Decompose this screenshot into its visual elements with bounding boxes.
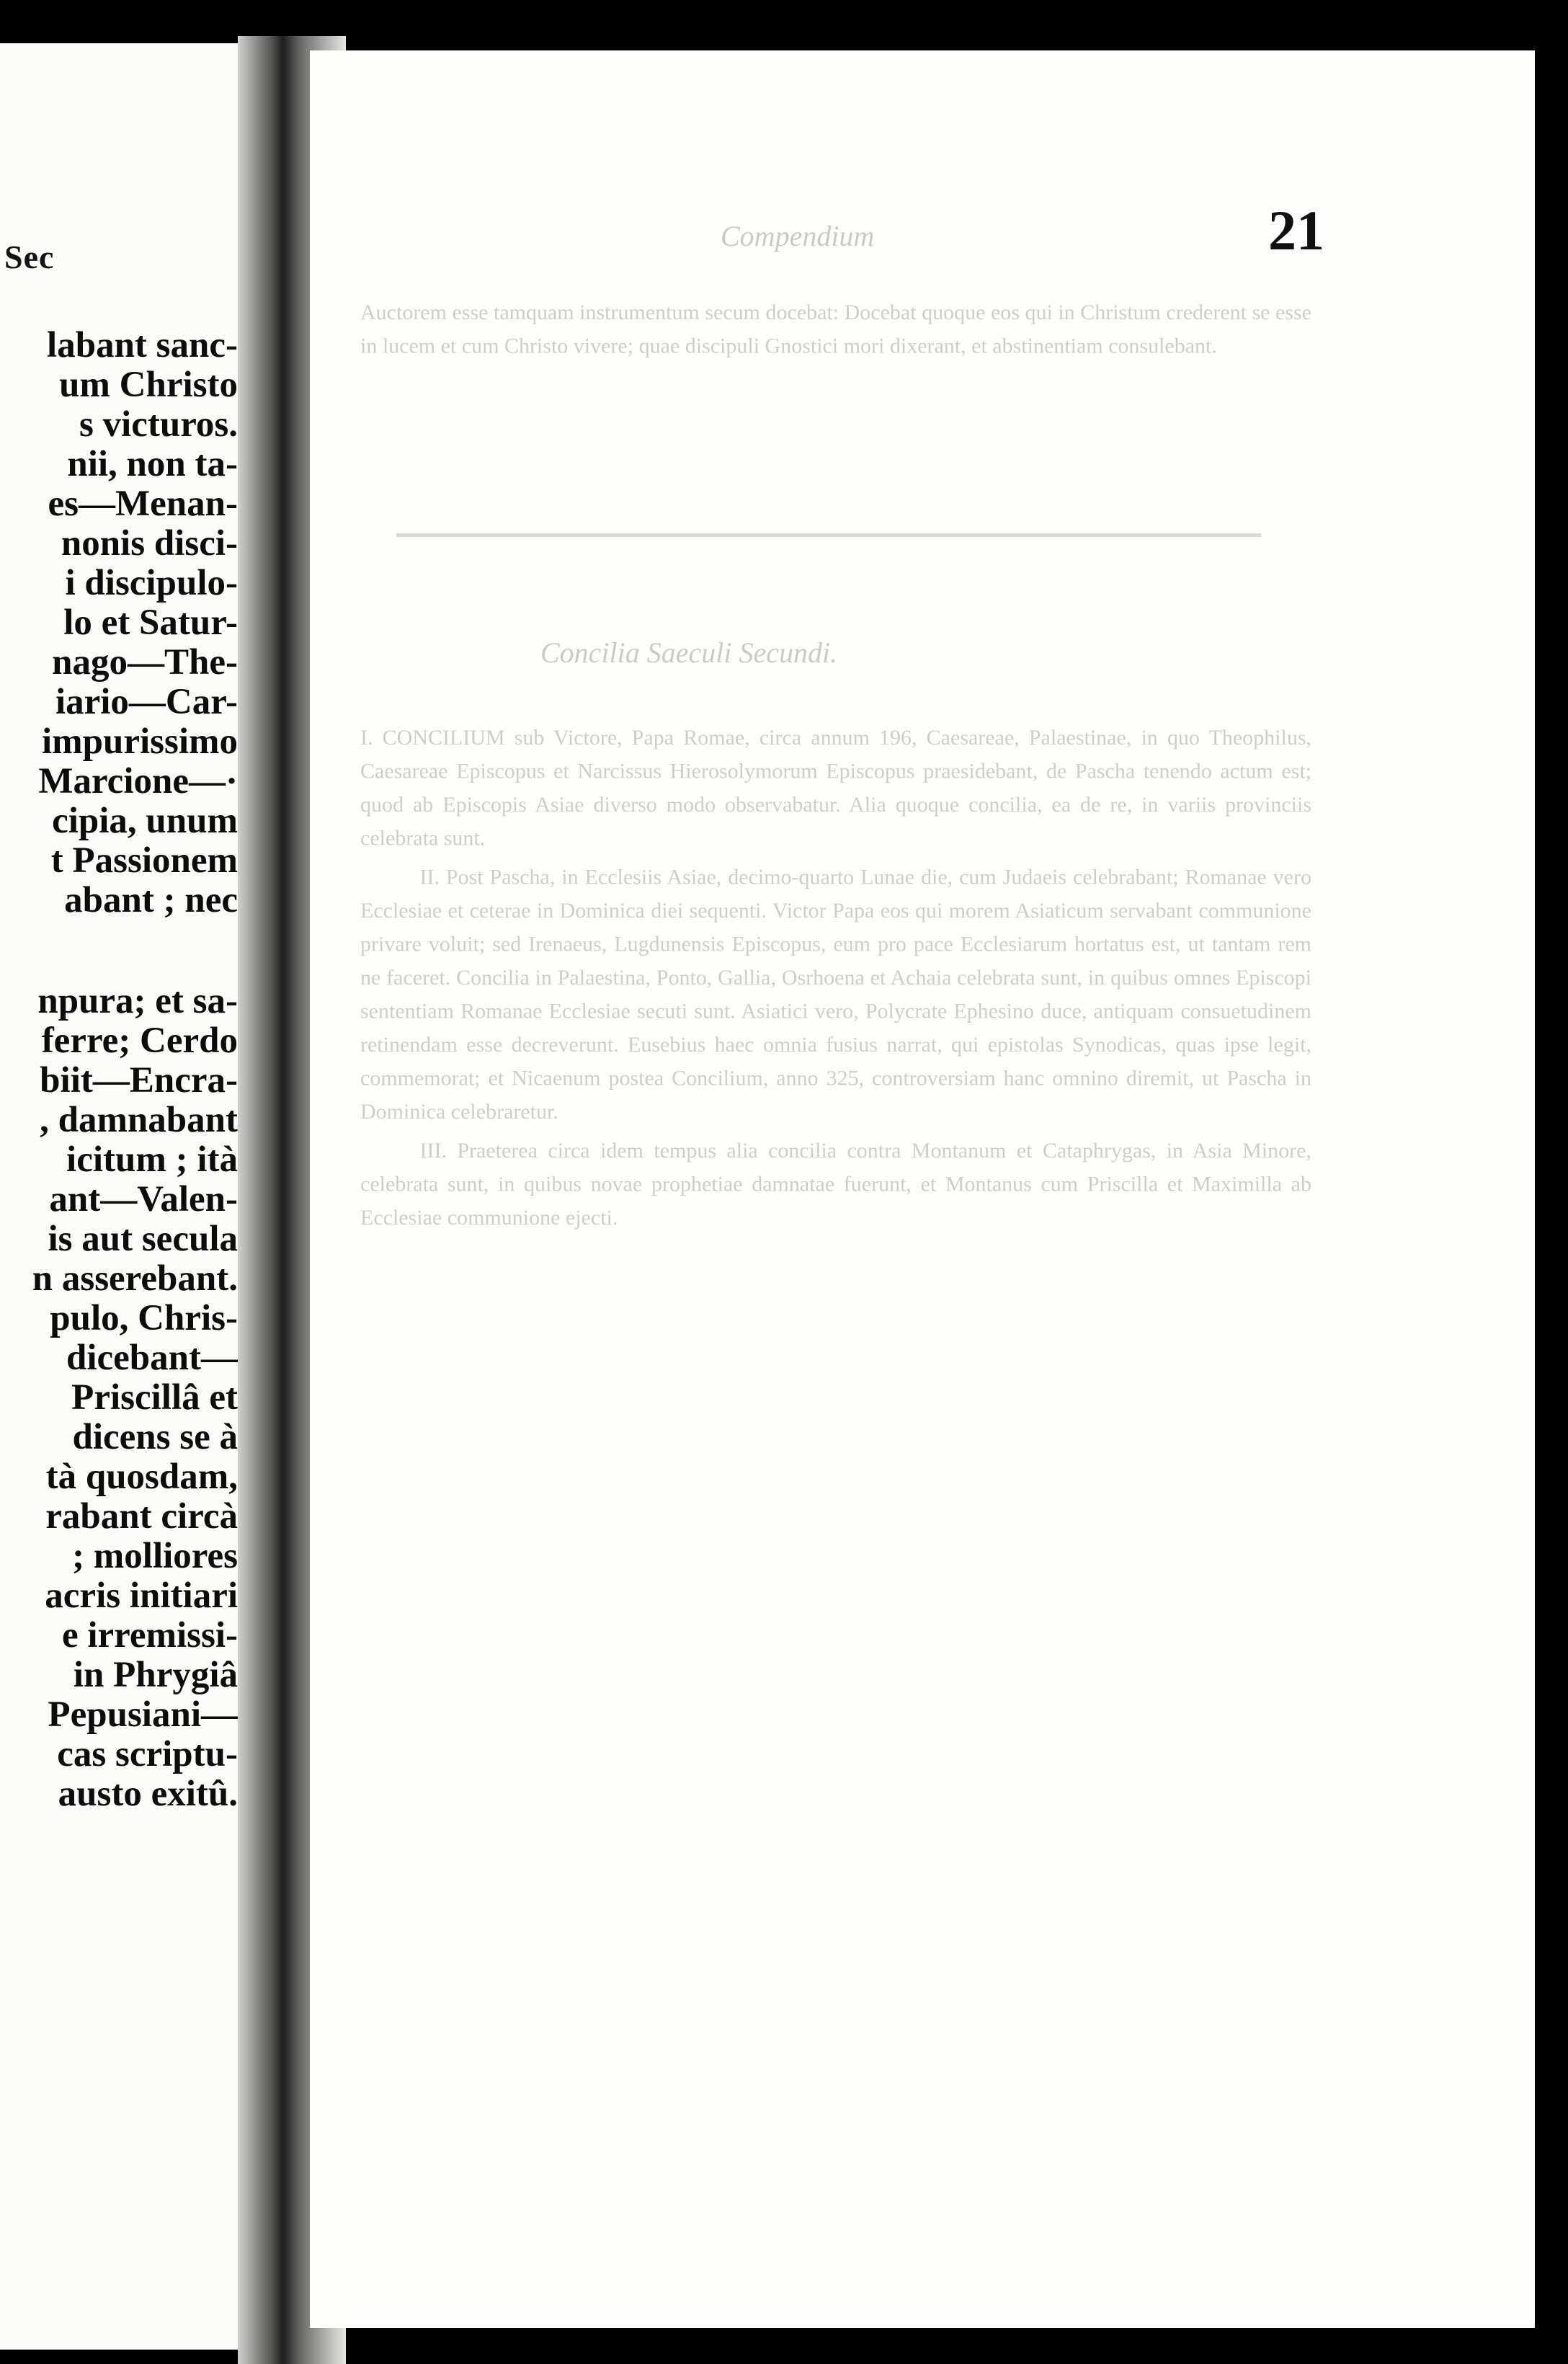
left-page-line: austo exitû. bbox=[58, 1774, 238, 1814]
paragraph-3-text: III. Praeterea circa idem tempus alia concilia contra Montanum et Cataphrygas, in Asia Minore, celebrata sunt, in quibus novae prophetiae damnatae fuerunt, et Montanus cum Priscilla et Maximilla ab Ecclesiae communione ejecti. bbox=[360, 1138, 1311, 1230]
paragraph-3 bbox=[360, 1134, 1311, 1235]
left-page-line: n asserebant. bbox=[32, 1258, 238, 1299]
left-page-line: es—Menan- bbox=[48, 484, 238, 524]
intro-paragraph: Auctorem esse tamquam instrumentum secum docebat: Docebat quoque eos qui in Christum crederent se esse in lucem et cum Christo vivere; quae discipuli Gnostici mori dixerant, et abstinentiam consulebant. bbox=[360, 300, 1311, 358]
left-page-line: dicens se à bbox=[72, 1417, 238, 1457]
left-page-line: tà quosdam, bbox=[45, 1457, 238, 1497]
left-page-line: Marcione—· bbox=[38, 761, 238, 801]
left-page-line: t Passionem bbox=[50, 840, 238, 881]
left-page-line: ; molliores bbox=[72, 1536, 238, 1576]
left-page-line: pulo, Chris- bbox=[50, 1298, 238, 1338]
left-page-line: , damnabant bbox=[40, 1100, 238, 1140]
left-page-line: rabant circà bbox=[45, 1496, 238, 1537]
section-mark: Sec bbox=[4, 239, 55, 275]
left-page-line: nonis disci- bbox=[61, 523, 238, 564]
left-page-line: is aut secula bbox=[48, 1219, 238, 1259]
left-page-line: icitum ; ità bbox=[66, 1139, 238, 1180]
left-page-line: e irremissi- bbox=[61, 1615, 238, 1656]
left-page-line: iario—Car- bbox=[55, 682, 238, 722]
left-page-line: nago—The- bbox=[52, 642, 238, 683]
right-page bbox=[310, 50, 1535, 2328]
paragraph-1-text: I. CONCILIUM sub Victore, Papa Romae, circa annum 196, Caesareae, Palaestinae, in quo Theophilus, Caesareae Episcopus et Narcissus Hierosolymorum Episcopus praesidebant, de Pascha tenendo actum est; quod ab Episcopis Asiae diverso modo observabatur. Alia quoque concilia, ea de re, in variis provinciis celebrata sunt. bbox=[360, 725, 1311, 850]
left-page-line: Pepusiani— bbox=[48, 1694, 238, 1735]
paragraph-2-text: II. Post Pascha, in Ecclesiis Asiae, decimo-quarto Lunae die, cum Judaeis celebrabant; Romanae vero Ecclesiae et ceterae in Dominica diei sequenti. Victor Papa eos qui morem Asiaticum servabant communione privare voluit; sed Irenaeus, Lugdunensis Episcopus, eum pro pace Ecclesiarum hortatus est, ut tantam rem ne faceret. Concilia in Palaestina, Ponto, Gallia, Osrhoena et Achaia celebrata sunt, in quibus omnes Episcopi sententiam Romanae Ecclesiae secuti sunt. Asiatici vero, Polycrate Ephesino duce, antiquam consuetudinem retinendam esse decreverunt. Eusebius haec omnia fusius narrat, qui epistolas Synodicas, quas ipse legit, commemorat; et Nicaenum postea Concilium, anno 325, controversiam hanc omnino diremit, ut Pascha in Dominica celebraretur. bbox=[360, 864, 1311, 1124]
paragraph-2 bbox=[360, 861, 1311, 1129]
left-page-line: npura; et sa- bbox=[37, 981, 238, 1021]
section-heading: Concilia Saeculi Secundi. bbox=[540, 636, 838, 669]
left-page-line: cipia, unum bbox=[52, 801, 238, 841]
left-page-line: biit—Encra- bbox=[40, 1060, 238, 1101]
body-text bbox=[360, 721, 1311, 1240]
section-rule bbox=[396, 533, 1261, 537]
left-page-line: cas scriptu- bbox=[57, 1734, 238, 1774]
left-page-line: in Phrygiâ bbox=[73, 1655, 238, 1695]
left-page-line bbox=[32, 920, 238, 982]
left-page-line: Priscillâ et bbox=[71, 1377, 238, 1418]
left-page-text bbox=[32, 326, 238, 1814]
left-page-line: labant sanc- bbox=[47, 325, 238, 365]
left-page-line: dicebant— bbox=[66, 1338, 238, 1378]
left-page-line: ferre; Cerdo bbox=[41, 1021, 238, 1061]
left-page-line: nii, non ta- bbox=[67, 444, 238, 484]
left-page-line: i discipulo- bbox=[65, 563, 238, 603]
left-page-line: impurissimo bbox=[41, 721, 238, 762]
left-page-line: um Christo bbox=[59, 365, 238, 405]
left-page-line: acris initiari bbox=[45, 1576, 238, 1616]
left-page-line: ant—Valen- bbox=[49, 1179, 238, 1219]
running-head: Compendium bbox=[721, 220, 875, 252]
page-number: 21 bbox=[1268, 199, 1324, 262]
paragraph-1 bbox=[360, 721, 1311, 855]
left-page-line: abant ; nec bbox=[64, 880, 238, 920]
left-page-line: lo et Satur- bbox=[63, 603, 238, 643]
left-page-line: s victuros. bbox=[79, 404, 238, 445]
